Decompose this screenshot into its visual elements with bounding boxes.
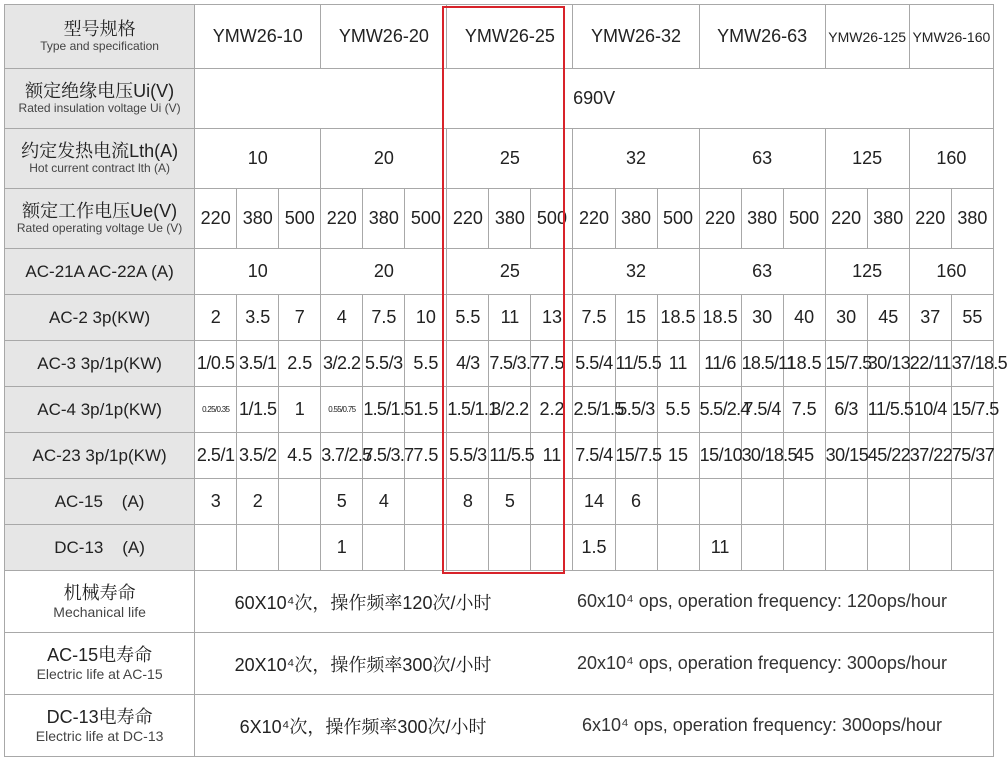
ac3-value: 7.5/3.7	[489, 341, 531, 387]
ac23-value: 75/37	[951, 433, 993, 479]
life-value-en: 6x10⁴ ops, operation frequency: 300ops/hour	[531, 695, 994, 757]
ac3-value: 5.5/4	[573, 341, 615, 387]
ue-label-zh: 额定工作电压Ue(V)	[22, 201, 178, 222]
ac15-value: 5	[489, 479, 531, 525]
ue-value: 500	[279, 189, 321, 249]
ac2-value: 5.5	[447, 295, 489, 341]
ui-value: 690V	[195, 69, 994, 129]
ac23-value: 30/18.5	[741, 433, 783, 479]
ac23-value: 15/10	[699, 433, 741, 479]
ac3-value: 1/0.5	[195, 341, 237, 387]
lth-value: 63	[699, 129, 825, 189]
ac23-value: 4.5	[279, 433, 321, 479]
ac2-label-text: AC-2 3p(KW)	[49, 307, 151, 327]
life-value-zh-text: 20X10⁴次，操作频率300次/小时	[234, 654, 492, 675]
life-value-zh-text: 6X10⁴次，操作频率300次/小时	[239, 716, 487, 737]
ac23-label	[5, 433, 195, 479]
ac3-value: 7.5	[531, 341, 573, 387]
ac4-value: 1	[279, 387, 321, 433]
life-value-en: 20x10⁴ ops, operation frequency: 300ops/hour	[531, 633, 994, 695]
ac23-value: 7.5/4	[573, 433, 615, 479]
ac23-value: 7.5/3.7	[363, 433, 405, 479]
ue-value: 220	[321, 189, 363, 249]
ac2-value: 2	[195, 295, 237, 341]
ac4-value: 1/1.5	[237, 387, 279, 433]
life-value-zh	[195, 695, 531, 757]
life-row-dc13	[5, 695, 994, 757]
dc13-value	[405, 525, 447, 571]
life-label-en: Mechanical life	[53, 603, 146, 620]
ac3-value: 2.5	[279, 341, 321, 387]
dc13-label-text: DC-13 (A)	[54, 537, 145, 557]
ac21-value: 32	[573, 249, 699, 295]
lth-label-zh: 约定发热电流Lth(A)	[21, 141, 179, 162]
lth-value: 10	[195, 129, 321, 189]
ac23-value: 45	[783, 433, 825, 479]
ac3-value: 18.5	[783, 341, 825, 387]
ac23-value: 15/7.5	[615, 433, 657, 479]
ac2-value: 7.5	[363, 295, 405, 341]
ue-value: 220	[573, 189, 615, 249]
ac3-label-text: AC-3 3p/1p(KW)	[37, 353, 162, 373]
ac23-row	[5, 433, 994, 479]
life-label-zh: DC-13电寿命	[46, 707, 153, 728]
dc13-label	[5, 525, 195, 571]
ac3-value: 22/11	[909, 341, 951, 387]
dc13-value	[867, 525, 909, 571]
ue-value: 500	[531, 189, 573, 249]
dc13-value	[825, 525, 867, 571]
ac3-row	[5, 341, 994, 387]
life-value-en: 60x10⁴ ops, operation frequency: 120ops/hour	[531, 571, 994, 633]
ac4-value: 6/3	[825, 387, 867, 433]
ac2-value: 18.5	[699, 295, 741, 341]
ac2-value: 3.5	[237, 295, 279, 341]
ue-value: 380	[615, 189, 657, 249]
ue-value: 500	[657, 189, 699, 249]
dc13-row	[5, 525, 994, 571]
ac21-value: 25	[447, 249, 573, 295]
ac15-row	[5, 479, 994, 525]
ac2-value: 4	[321, 295, 363, 341]
ue-label	[5, 189, 195, 249]
life-value-zh	[195, 633, 531, 695]
ac4-value: 10/4	[909, 387, 951, 433]
ac4-value: 7.5/4	[741, 387, 783, 433]
ac23-value: 3.7/2.5	[321, 433, 363, 479]
ac15-value: 3	[195, 479, 237, 525]
ac15-value	[867, 479, 909, 525]
ue-value: 220	[825, 189, 867, 249]
lth-row	[5, 129, 994, 189]
ac4-value: 0.55/0.75	[321, 387, 363, 433]
dc13-value	[741, 525, 783, 571]
ac2-value: 30	[825, 295, 867, 341]
ac4-value: 5.5	[657, 387, 699, 433]
ac21-label	[5, 249, 195, 295]
ac3-value: 4/3	[447, 341, 489, 387]
dc13-value	[615, 525, 657, 571]
dc13-value	[657, 525, 699, 571]
type-spec-label-en: Type and specification	[40, 38, 159, 53]
ac15-value	[657, 479, 699, 525]
ac4-value: 1.5/1.1	[447, 387, 489, 433]
ac3-value: 15/7.5	[825, 341, 867, 387]
ac23-value: 11/5.5	[489, 433, 531, 479]
ui-label-en: Rated insulation voltage Ui (V)	[18, 100, 181, 115]
ac4-value: 3/2.2	[489, 387, 531, 433]
dc13-value: 1	[321, 525, 363, 571]
ac4-value: 1.5/1.5	[363, 387, 405, 433]
ac3-value: 5.5	[405, 341, 447, 387]
lth-label-en: Hot current contract lth (A)	[29, 160, 170, 175]
dc13-value	[531, 525, 573, 571]
ac2-value: 7	[279, 295, 321, 341]
ac23-value: 2.5/1	[195, 433, 237, 479]
model-header-20: YMW26-20	[321, 5, 447, 69]
ue-value: 220	[909, 189, 951, 249]
life-label-en: Electric life at DC-13	[35, 727, 164, 744]
ue-value: 500	[783, 189, 825, 249]
ac15-label-text: AC-15 (A)	[54, 491, 145, 511]
ac4-value: 5.5/2.4	[699, 387, 741, 433]
ue-label-en: Rated operating voltage Ue (V)	[16, 220, 183, 235]
ue-value: 380	[867, 189, 909, 249]
dc13-value	[363, 525, 405, 571]
life-label	[5, 633, 195, 695]
life-row-ac15	[5, 633, 994, 695]
ac2-value: 7.5	[573, 295, 615, 341]
ac23-value: 11	[531, 433, 573, 479]
model-header-160: YMW26-160	[909, 5, 993, 69]
life-value-zh	[195, 571, 531, 633]
ac21-value: 20	[321, 249, 447, 295]
ac21-value: 125	[825, 249, 909, 295]
ac2-value: 18.5	[657, 295, 699, 341]
ue-value: 500	[405, 189, 447, 249]
ac15-value	[279, 479, 321, 525]
dc13-value	[237, 525, 279, 571]
lth-label	[5, 129, 195, 189]
model-header-125: YMW26-125	[825, 5, 909, 69]
lth-value: 20	[321, 129, 447, 189]
dc13-value	[447, 525, 489, 571]
ue-row	[5, 189, 994, 249]
ac3-value: 3.5/1	[237, 341, 279, 387]
life-row-mechanical	[5, 571, 994, 633]
ac15-value: 14	[573, 479, 615, 525]
model-header-32: YMW26-32	[573, 5, 699, 69]
lth-value: 32	[573, 129, 699, 189]
ac15-value	[405, 479, 447, 525]
ac2-value: 37	[909, 295, 951, 341]
life-label-zh: 机械寿命	[63, 583, 136, 604]
ac23-value: 15	[657, 433, 699, 479]
ac3-value: 11	[657, 341, 699, 387]
dc13-value: 11	[699, 525, 741, 571]
ue-value: 380	[741, 189, 783, 249]
dc13-value	[951, 525, 993, 571]
ui-label-zh: 额定绝缘电压Ui(V)	[25, 81, 175, 102]
lth-value: 25	[447, 129, 573, 189]
ui-row	[5, 69, 994, 129]
ac2-value: 55	[951, 295, 993, 341]
life-label	[5, 571, 195, 633]
ac3-label	[5, 341, 195, 387]
life-label-en: Electric life at AC-15	[36, 665, 163, 682]
ac3-value: 37/18.5	[951, 341, 993, 387]
ac2-row	[5, 295, 994, 341]
model-header-25: YMW26-25	[447, 5, 573, 69]
ac21-value: 160	[909, 249, 993, 295]
ue-value: 220	[195, 189, 237, 249]
ac15-value: 8	[447, 479, 489, 525]
ac3-value: 18.5/11	[741, 341, 783, 387]
ac21-value: 10	[195, 249, 321, 295]
dc13-value	[195, 525, 237, 571]
type-spec-label-zh: 型号规格	[63, 19, 136, 40]
ac3-value: 30/13	[867, 341, 909, 387]
ac21-row	[5, 249, 994, 295]
ac15-label	[5, 479, 195, 525]
ac4-label	[5, 387, 195, 433]
ac2-value: 45	[867, 295, 909, 341]
ac2-value: 40	[783, 295, 825, 341]
ac23-value: 7.5	[405, 433, 447, 479]
ue-value: 220	[699, 189, 741, 249]
ac21-label-text: AC-21A AC-22A (A)	[25, 261, 174, 281]
ac15-value	[783, 479, 825, 525]
ac15-value: 4	[363, 479, 405, 525]
ac3-value: 5.5/3	[363, 341, 405, 387]
spec-table	[4, 4, 1007, 757]
ac15-value	[909, 479, 951, 525]
ac15-value: 6	[615, 479, 657, 525]
ac15-value	[741, 479, 783, 525]
ac23-label-text: AC-23 3p/1p(KW)	[32, 445, 167, 465]
ac3-value: 11/5.5	[615, 341, 657, 387]
ac3-value: 11/6	[699, 341, 741, 387]
ui-label	[5, 69, 195, 129]
ue-value: 220	[447, 189, 489, 249]
ac15-value	[699, 479, 741, 525]
ac2-value: 10	[405, 295, 447, 341]
ac2-value: 11	[489, 295, 531, 341]
lth-value: 125	[825, 129, 909, 189]
ac4-value: 7.5	[783, 387, 825, 433]
dc13-value	[783, 525, 825, 571]
ac4-value: 2.5/1.5	[573, 387, 615, 433]
ac2-value: 15	[615, 295, 657, 341]
ac4-label-text: AC-4 3p/1p(KW)	[37, 399, 162, 419]
life-label-zh: AC-15电寿命	[47, 645, 153, 666]
ac15-value: 5	[321, 479, 363, 525]
dc13-value	[489, 525, 531, 571]
ue-value: 380	[363, 189, 405, 249]
ac2-value: 13	[531, 295, 573, 341]
ac4-value: 1.5	[405, 387, 447, 433]
ac23-value: 3.5/2	[237, 433, 279, 479]
ac4-value: 11/5.5	[867, 387, 909, 433]
life-value-zh-text: 60X10⁴次，操作频率120次/小时	[234, 592, 492, 613]
ue-value: 380	[489, 189, 531, 249]
dc13-value	[279, 525, 321, 571]
ac21-value: 63	[699, 249, 825, 295]
model-header-10: YMW26-10	[195, 5, 321, 69]
ac2-label	[5, 295, 195, 341]
ac15-value	[531, 479, 573, 525]
ac4-value: 2.2	[531, 387, 573, 433]
life-label	[5, 695, 195, 757]
ac4-value: 15/7.5	[951, 387, 993, 433]
ac15-value	[825, 479, 867, 525]
header-row	[5, 5, 994, 69]
dc13-value: 1.5	[573, 525, 615, 571]
ue-value: 380	[951, 189, 993, 249]
ac23-value: 45/22	[867, 433, 909, 479]
type-spec-label	[5, 5, 195, 69]
ac23-value: 30/15	[825, 433, 867, 479]
ac15-value: 2	[237, 479, 279, 525]
ac4-value: 5.5/3	[615, 387, 657, 433]
ac4-value: 0.25/0.35	[195, 387, 237, 433]
ac3-value: 3/2.2	[321, 341, 363, 387]
dc13-value	[909, 525, 951, 571]
ac15-value	[951, 479, 993, 525]
ac4-row	[5, 387, 994, 433]
ac23-value: 37/22	[909, 433, 951, 479]
ue-value: 380	[237, 189, 279, 249]
model-header-63: YMW26-63	[699, 5, 825, 69]
ac2-value: 30	[741, 295, 783, 341]
ac23-value: 5.5/3	[447, 433, 489, 479]
lth-value: 160	[909, 129, 993, 189]
